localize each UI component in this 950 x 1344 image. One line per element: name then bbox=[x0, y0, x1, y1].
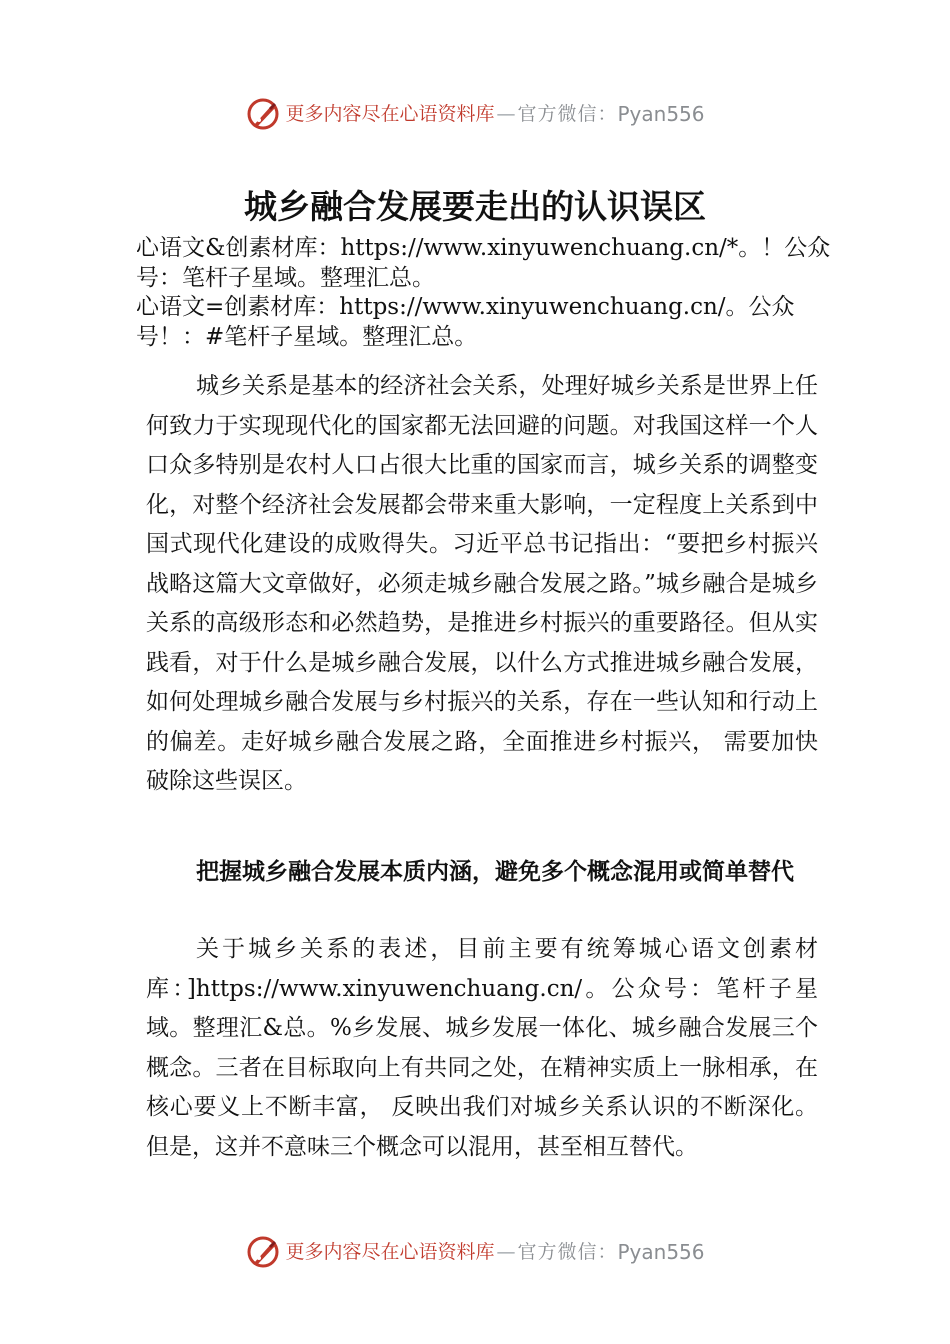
footer-banner bbox=[0, 1234, 950, 1270]
banner-dash: — bbox=[496, 103, 516, 125]
banner-dash: — bbox=[496, 1241, 516, 1263]
pen-nib-seal-icon bbox=[245, 96, 281, 132]
source-line: 心语文&创素材库：https://www.xinyuwenchuang.cn/*。！公众号：笔杆子星域。整理汇总。 bbox=[136, 235, 831, 291]
banner-wechat-label: 官方微信： bbox=[517, 103, 618, 125]
banner-wechat-id: Pyan556 bbox=[617, 102, 705, 126]
banner-wechat-id: Pyan556 bbox=[617, 1240, 705, 1264]
source-line: 心语文=创素材库：https://www.xinyuwenchuang.cn/。公众号！：#笔杆子星域。整理汇总。 bbox=[136, 294, 795, 350]
document-title: 城乡融合发展要走出的认识误区 bbox=[244, 187, 706, 226]
body-paragraph: 关于城乡关系的表述，目前主要有统筹城心语文创素材库：]https://www.xinyuwenchuang.cn/。公众号：笔杆子星域。整理汇&总。%乡发展、城乡发展一体化、城乡融合发展三个概念。三者在目标取向上有共同之处，在精神实质上一脉相承，在核心要义上不断丰富， 反映出我们对城乡关系认识的不断深化。但是，这并不意味三个概念可以混用，甚至相互替代。 bbox=[146, 936, 818, 1160]
banner-site-name: 更多内容尽在心语资料库 bbox=[285, 1241, 495, 1263]
pen-nib-seal-icon bbox=[245, 1234, 281, 1270]
header-banner bbox=[0, 96, 950, 132]
section-heading: 把握城乡融合发展本质内涵，避免多个概念混用或简单替代 bbox=[196, 859, 794, 885]
banner-site-name: 更多内容尽在心语资料库 bbox=[285, 103, 495, 125]
banner-wechat-label: 官方微信： bbox=[517, 1241, 618, 1263]
body-paragraph: 城乡关系是基本的经济社会关系，处理好城乡关系是世界上任何致力于实现现代化的国家都无法回避的问题。对我国这样一个人口众多特别是农村人口占很大比重的国家而言，城乡关系的调整变化，对整个经济社会发展都会带来重大影响，一定程度上关系到中国式现代化建设的成败得失。习近平总书记指出：“要把乡村振兴战略这篇大文章做好，必须走城乡融合发展之路。”城乡融合是城乡关系的高级形态和必然趋势，是推进乡村振兴的重要路径。但从实践看，对于什么是城乡融合发展，以什么方式推进城乡融合发展，如何处理城乡融合发展与乡村振兴的关系，存在一些认知和行动上的偏差。走好城乡融合发展之路，全面推进乡村振兴， 需要加快破除这些误区。 bbox=[146, 373, 818, 794]
